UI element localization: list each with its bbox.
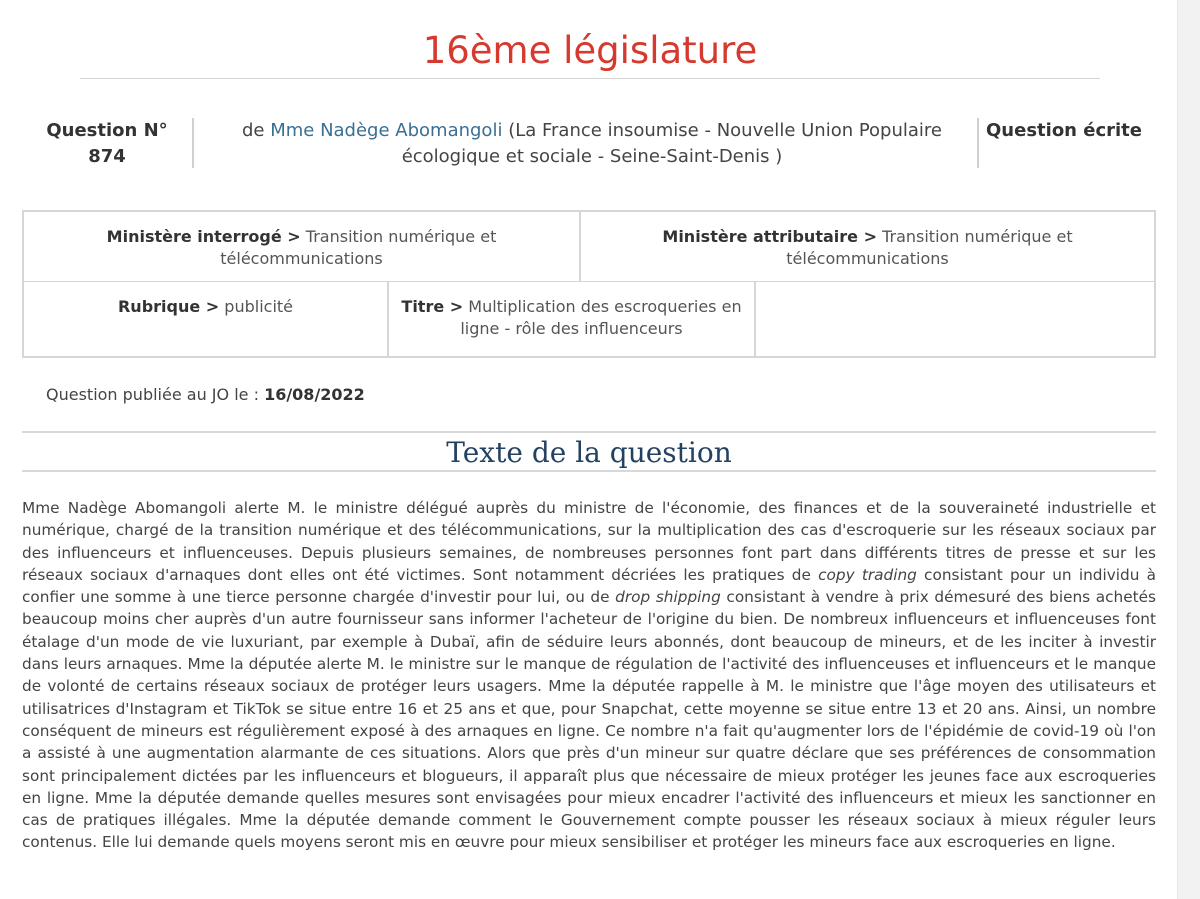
question-text bbox=[22, 497, 1156, 854]
question-number-value: 874 bbox=[88, 146, 126, 167]
question-text-emphasis: copy trading bbox=[818, 565, 917, 584]
section-divider-top bbox=[22, 431, 1156, 433]
header-separator bbox=[977, 118, 979, 168]
author-party: (La France insoumise - Nouvelle Union Populaire écologique et sociale - Seine-Saint-Denis ) bbox=[401, 120, 943, 167]
ministere-attributaire-label: Ministère attributaire > bbox=[662, 227, 877, 246]
ministere-attributaire-value: Transition numérique et télécommunications bbox=[786, 227, 1073, 268]
header-separator bbox=[192, 118, 194, 168]
info-table bbox=[22, 210, 1156, 358]
empty-cell bbox=[756, 282, 1156, 358]
question-type: Question écrite bbox=[986, 120, 1142, 141]
titre-label: Titre > bbox=[401, 297, 464, 316]
titre-cell bbox=[389, 282, 756, 358]
titre-value: Multiplication des escroqueries en ligne - rôle des influenceurs bbox=[460, 297, 742, 338]
question-text-emphasis: drop shipping bbox=[615, 588, 721, 607]
side-strip bbox=[1177, 0, 1200, 899]
ministere-interroge-cell bbox=[22, 210, 580, 282]
question-header bbox=[22, 118, 1156, 170]
question-number-label: Question N° bbox=[46, 120, 168, 141]
author-prefix: de bbox=[241, 120, 265, 141]
title-divider bbox=[80, 78, 1100, 79]
rubrique-value: publicité bbox=[224, 297, 293, 316]
publication-label: Question publiée au JO le : bbox=[46, 385, 259, 404]
section-divider-bottom bbox=[22, 470, 1156, 472]
question-text-part: consistant à vendre à prix démesuré des biens achetés beaucoup moins cher auprès d'un autre fournisseur sans informer l'acheteur de l'origine du bien. De nombreux influenceurs et influenceuses font étalage d'un mode de vie luxuriant, par exemple à Dubaï, afin de séduire leurs abonnés, dont beaucoup de mineurs, et de les inciter à investir dans leurs arnaques. Mme la députée alerte M. le ministre sur le manque de régulation de l'activité des influenceuses et influenceurs et le manque de volonté de certains réseaux sociaux de protéger leurs usagers. Mme la députée rappelle à M. le ministre que l'âge moyen des utilisateurs et utilisatrices d'Instagram et TikTok se situe entre 16 et 25 ans et que, pour Snapchat, cette moyenne se situe entre 13 et 20 ans. Ainsi, un nombre conséquent de mineurs est régulièrement exposé à des arnaques en ligne. Ce nombre n'a fait qu'augmenter lors de l'épidémie de covid-19 où l'on a assisté à une augmentation alarmante de ces situations. Alors que près d'un mineur sur quatre déclare que ses préférences de consommation sont principalement dictées par les influenceurs et blogueurs, il apparaît plus que nécessaire de mieux protéger les jeunes face aux escroqueries en ligne. Mme la députée demande quelles mesures sont envisagées pour mieux encadrer l'activité des influenceurs et mieux les sanctionner en cas de pratiques illégales. Mme la députée demande comment le Gouvernement compte pousser les réseaux sociaux à mieux réguler leurs contenus. Elle lui demande quels moyens seront mis en œuvre pour mieux sensibiliser et protéger les mineurs face aux escroqueries en ligne. bbox=[22, 588, 1157, 852]
rubrique-label: Rubrique > bbox=[117, 297, 220, 316]
ministere-interroge-value: Transition numérique et télécommunications bbox=[220, 227, 497, 268]
publication-date bbox=[46, 384, 365, 406]
question-text-part: consistant pour un individu à confier une somme à une tierce personne chargée d'investir pour lui, ou de bbox=[22, 565, 1157, 607]
publication-date-value: 16/08/2022 bbox=[264, 385, 365, 404]
section-title: Texte de la question bbox=[446, 436, 732, 469]
ministere-interroge-label: Ministère interrogé > bbox=[106, 227, 301, 246]
question-number bbox=[22, 118, 192, 170]
author-link[interactable]: Mme Nadège Abomangoli bbox=[270, 120, 503, 141]
question-author bbox=[212, 118, 972, 170]
rubrique-cell bbox=[22, 282, 389, 358]
question-text-part: Mme Nadège Abomangoli alerte M. le ministre délégué auprès du ministre de l'économie, des finances et de la souveraineté industrielle et numérique, chargé de la transition numérique et des télécommunications, sur la multiplication des cas d'escroquerie sur les réseaux sociaux par des influenceurs et influenceuses. Depuis plusieurs semaines, de nombreuses personnes font part dans différents titres de presse et sur les réseaux sociaux d'arnaques dont elles ont été victimes. Sont notamment décriées les pratiques de bbox=[22, 499, 1156, 584]
ministere-attributaire-cell bbox=[580, 210, 1156, 282]
legislature-title: 16ème législature bbox=[422, 29, 758, 72]
